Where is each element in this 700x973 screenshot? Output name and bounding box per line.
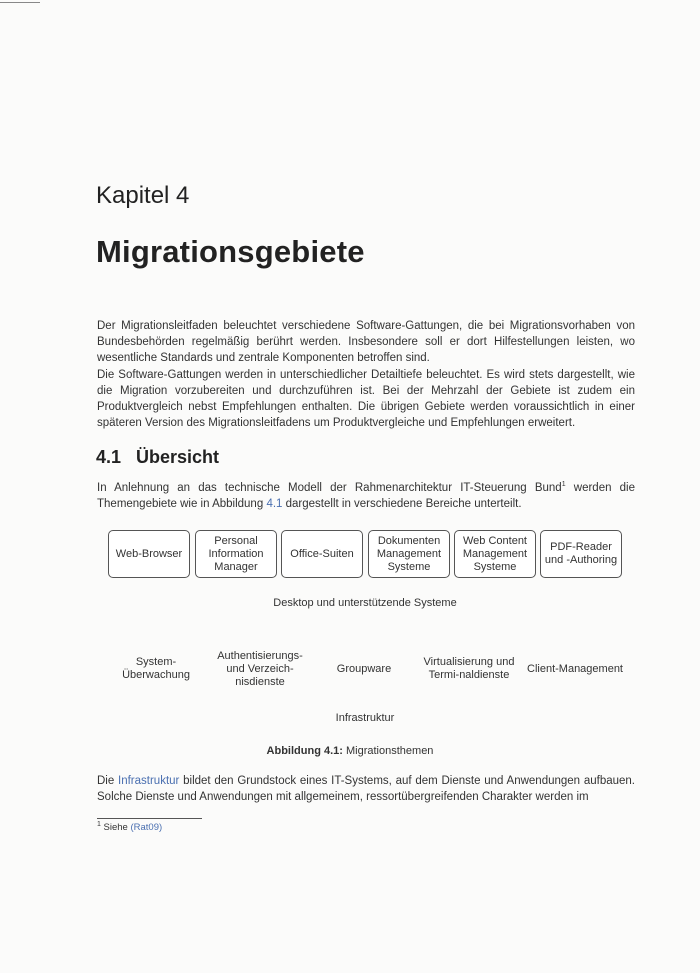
after-text-rest: bildet den Grundstock eines IT-Systems, auf dem Dienste und Anwendungen aufbauen. Solche Dienste und Anwendungen mit allgemeinem, ressortübergreifenden Charakter werden im: [97, 775, 635, 803]
footnote: [97, 822, 162, 833]
footnote-ref[interactable]: 1: [561, 481, 566, 489]
footnote-rule: [97, 818, 202, 819]
infra-item-auth: Authentisierungs- und Verzeich-nisdienste: [217, 649, 303, 688]
caption-label: Abbildung 4.1:: [266, 745, 343, 757]
infra-item-monitoring: System-Überwachung: [122, 656, 190, 681]
section-heading: [96, 447, 219, 468]
after-text-start: Die: [97, 775, 119, 787]
footnote-number: 1: [97, 820, 101, 828]
section-text-after: dargestellt in verschiedene Bereiche unterteilt.: [282, 498, 522, 510]
section-text-before: In Anlehnung an das technische Modell der Rahmenarchitektur IT-Steuerung Bund: [97, 482, 562, 494]
desktop-box-wcms: Web Content Management Systeme: [454, 530, 536, 578]
footnote-cite-link[interactable]: (Rat09): [130, 822, 163, 833]
infra-item-virtualization: Virtualisierung und Termi-naldienste: [423, 656, 515, 681]
section-text-middle: werden die Themengebiete wie in Abbildung: [97, 482, 635, 510]
figure-caption: [0, 745, 700, 757]
desktop-box-dms: Dokumenten Management Systeme: [368, 530, 450, 578]
chapter-title: Migrationsgebiete: [96, 234, 365, 269]
caption-text: Migrationsthemen: [342, 745, 434, 757]
after-paragraph: [97, 773, 635, 805]
infra-item-groupware: Groupware: [336, 662, 392, 675]
footnote-text: Siehe: [100, 822, 131, 833]
intro-paragraph-2: Die Software-Gattungen werden in unterschiedlicher Detailtiefe beleuchtet. Es wird stets dargestellt, wie die Migration vorzubereiten und durchzuführen ist. Bei der Mehrzahl der Gebiete ist zudem ein Produktvergleich nebst Empfehlungen enthalten. Die übrigen Gebiete werden voraussichtlich in einer späteren Version des Migrationsleitfadens um Produktvergleiche und Empfehlungen erweitert.: [97, 369, 635, 429]
chapter-label: Kapitel 4: [96, 182, 190, 209]
section-title: Übersicht: [136, 447, 220, 467]
section-paragraph: [97, 480, 635, 512]
desktop-box-pdf: PDF-Reader und -Authoring: [540, 530, 622, 578]
section-number: 4.1: [96, 447, 122, 467]
infra-group-label: Infrastruktur: [335, 712, 395, 724]
desktop-box-web-browser: Web-Browser: [108, 530, 190, 578]
desktop-group-label: Desktop und unterstützende Systeme: [273, 597, 457, 609]
intro-paragraph-1: Der Migrationsleitfaden beleuchtet verschiedene Software-Gattungen, die bei Migrationsvorhaben von Bundesbehörden regelmäßig berührt werden. Insbesondere soll er dort Hilfestellungen leisten, wo wesentliche Standards und zentrale Komponenten betroffen sind.: [97, 320, 635, 364]
desktop-box-pim: Personal Information Manager: [195, 530, 277, 578]
infrastruktur-link[interactable]: Infrastruktur: [118, 775, 180, 787]
desktop-box-office: Office-Suiten: [281, 530, 363, 578]
top-rule: [0, 2, 40, 3]
figure-link[interactable]: 4.1: [266, 498, 283, 510]
infra-item-client-mgmt: Client-Management: [527, 662, 623, 675]
